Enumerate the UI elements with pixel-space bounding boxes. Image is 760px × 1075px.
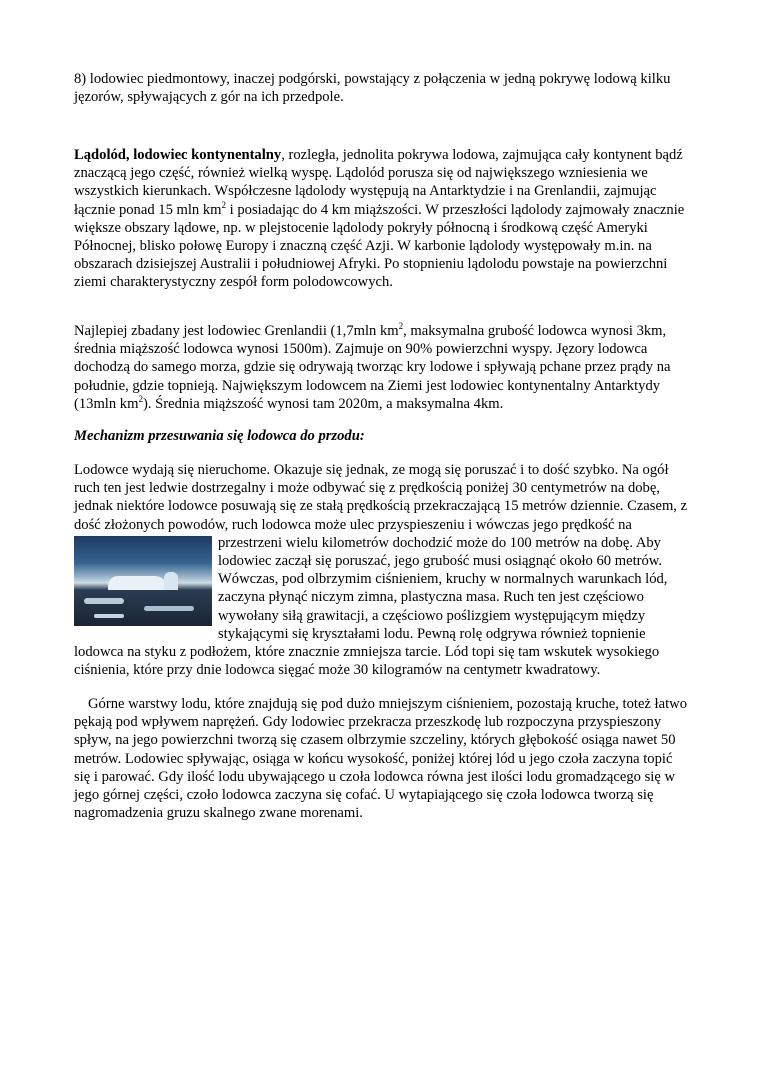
superscript: 2: [138, 393, 143, 404]
paragraph-text: i posiadając do 4 km miąższości. W przeszłości lądolody zajmowały znacznie większe obszary lądowe, np. w plejstocenie lądolody pokryły północną i środkową część Ameryki Północnej, blisko połowę Europy i znaczną część Azji. W karbonie lądolody występowały m.in. na obszarach dzisiejszej Australii i południowej Afryki. Po stopnieniu lądolodu powstaje na powierzchni ziemi charakterystyczny zespół form polodowcowych.: [74, 201, 685, 291]
paragraph-greenland: [74, 322, 690, 413]
paragraph-text: ). Średnia miąższość wynosi tam 2020m, a maksymalna 4km.: [142, 395, 504, 412]
paragraph-text: , rozległa, jednolita pokrywa lodowa, zajmująca cały kontynent bądź znaczącą jego część, również wielką wyspę. Lądolód porusza się od największego wzniesienia we wszystkich kierunkach. Współczesne lądolody występują na Antarktydzie i na Grenlandii, zajmując łącznie ponad 15 mln km: [74, 147, 683, 218]
paragraph-glacier-motion: [74, 461, 690, 679]
paragraph-text: Lodowce wydają się nieruchome. Okazuje się jednak, ze mogą się poruszać i to dość szybko. Na ogół ruch ten jest ledwie dostrzegalny i może odbywać się z prędkością poniżej 30 centymetrów na dobę, jednak niektóre lodowce posuwają się ze stałą prędkością przekraczającą 15 metrów dziennie. Czasem, z dość złożonych powodów, ruch lodowca może ulec przyspieszeniu i wówczas jego: [74, 462, 688, 533]
iceberg-photo: [74, 536, 212, 626]
paragraph-text: prędkość na przestrzeni wielu kilometrów dochodzić może do 100 metrów na dobę. Aby lodowiec zaczął się poruszać, jego grubość musi osiągnąć około 60 metrów. Wówczas, pod olbrzymim ciśnieniem, kruchy w normalnych warunkach lód, zaczyna płynąć niczym zimna, plastyczna masa. Ruch ten jest częściowo wywołany siłą grawitacji, a częściowo poślizgiem występującym między stykającymi się kryształami lodu. Pewną rolę odgrywa również topnienie lodowca na styku z podłożem, które znacznie zmniejsza tarcie. Lód topi się tam wskutek wysokiego ciśnienia, które przy dnie lodowca sięgać może 30 kilogramów na centymetr kwadratowy.: [74, 516, 668, 679]
paragraph-crevasses-moraines: Górne warstwy lodu, które znajdują się pod dużo mniejszym ciśnieniem, pozostają kruche, toteż łatwo pękają pod wpływem naprężeń. Gdy lodowiec przekracza przeszkodę lub rozpoczyna przyspieszony spływ, na jego powierzchni tworzą się czasem olbrzymie szczeliny, których głębokość osiąga nawet 50 metrów. Lodowiec spływając, osiąga w końcu wysokość, poniżej której lód u jego czoła zaczyna topić się i parować. Gdy ilość lodu ubywającego u czoła lodowca równa jest ilości lodu gromadzącego się w jego górnej części, czoło lodowca zaczyna się cofać. U wytapiającego się czoła lodowca tworzą się nagromadzenia gruzu skalnego zwane morenami.: [74, 696, 687, 822]
term-ice-sheet: Lądolód, lodowiec kontynentalny: [74, 147, 282, 163]
paragraph-ice-sheet: [74, 146, 690, 292]
superscript: 2: [221, 199, 227, 210]
paragraph-text: , maksymalna grubość lodowca wynosi 3km, średnia miąższość lodowca wynosi 1500m). Zajmuje on 90% powierzchni wyspy. Jęzory lodowca dochodzą do samego morza, gdzie się odrywają tworząc kry lodowe i spływają pchane przez prądy na południe, gdzie topnieją. Największym lodowcem na Ziemi jest lodowiec kontynentalny Antarktydy (13mln km: [74, 323, 671, 412]
paragraph-piedmont-glacier: 8) lodowiec piedmontowy, inaczej podgórski, powstający z połączenia w jedną pokrywę lodową kilku jęzorów, spływających z gór na ich przedpole.: [74, 71, 671, 106]
paragraph-text: Najlepiej zbadany jest lodowiec Grenlandii (1,7mln km: [74, 323, 399, 339]
superscript: 2: [398, 321, 404, 332]
section-heading: Mechanizm przesuwania się lodowca do przodu:: [74, 428, 365, 444]
